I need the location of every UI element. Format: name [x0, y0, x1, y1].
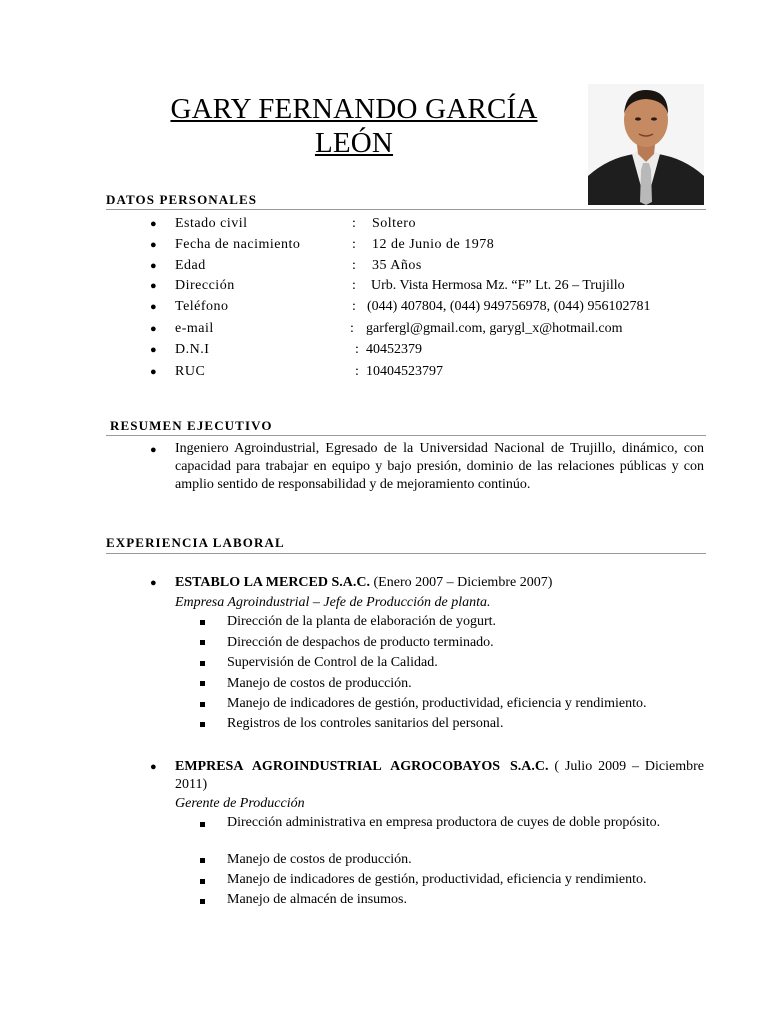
- task-item: Manejo de indicadores de gestión, productividad, eficiencia y rendimiento.: [227, 696, 647, 711]
- separator: :: [355, 364, 359, 379]
- square-bullet-icon: [200, 661, 205, 666]
- field-label: Teléfono: [175, 299, 229, 314]
- field-value: (044) 407804, (044) 949756978, (044) 956102781: [367, 299, 651, 314]
- bullet-icon: ●: [150, 577, 157, 589]
- field-value: Urb. Vista Hermosa Mz. “F” Lt. 26 – Trujillo: [371, 278, 625, 293]
- candidate-name-line2: LEÓN: [314, 127, 394, 159]
- task-item: Manejo de costos de producción.: [227, 852, 412, 867]
- task-item: Manejo de indicadores de gestión, productividad, eficiencia y rendimiento.: [227, 872, 647, 887]
- section-divider: [106, 209, 706, 210]
- job-period: (Enero 2007 – Diciembre 2007): [373, 575, 553, 590]
- separator: :: [350, 321, 354, 336]
- bullet-icon: ●: [150, 260, 157, 272]
- bullet-icon: ●: [150, 323, 157, 335]
- section-title-personal: DATOS PERSONALES: [106, 192, 258, 207]
- separator: :: [355, 342, 359, 357]
- separator: :: [352, 299, 356, 314]
- bullet-icon: ●: [150, 218, 157, 230]
- square-bullet-icon: [200, 858, 205, 863]
- field-label: Edad: [175, 258, 206, 273]
- bullet-icon: ●: [150, 344, 157, 356]
- field-label: RUC: [175, 364, 206, 379]
- bullet-icon: ●: [150, 761, 157, 773]
- task-item: Dirección de despachos de producto terminado.: [227, 635, 494, 650]
- square-bullet-icon: [200, 879, 205, 884]
- section-divider: [106, 435, 706, 436]
- field-label: D.N.I: [175, 342, 210, 357]
- separator: :: [352, 237, 356, 252]
- section-title-summary: RESUMEN EJECUTIVO: [110, 418, 273, 433]
- field-label: Dirección: [175, 278, 235, 293]
- square-bullet-icon: [200, 702, 205, 707]
- field-label: Estado civil: [175, 216, 248, 231]
- separator: :: [352, 278, 356, 293]
- task-item: Supervisión de Control de la Calidad.: [227, 655, 438, 670]
- task-item: Manejo de costos de producción.: [227, 676, 412, 691]
- separator: :: [352, 216, 356, 231]
- section-title-experience: EXPERIENCIA LABORAL: [106, 535, 285, 550]
- field-value: 40452379: [366, 342, 422, 357]
- field-label: Fecha de nacimiento: [175, 237, 301, 252]
- job-heading: [175, 574, 552, 592]
- field-value: 10404523797: [366, 364, 443, 379]
- square-bullet-icon: [200, 620, 205, 625]
- job-role: Gerente de Producción: [175, 796, 305, 811]
- field-value: Soltero: [372, 216, 416, 231]
- field-label: e-mail: [175, 321, 214, 336]
- task-item: Manejo de almacén de insumos.: [227, 892, 408, 907]
- field-value: 35 Años: [372, 258, 422, 273]
- square-bullet-icon: [200, 822, 205, 827]
- field-value: garfergl@gmail.com, garygl_x@hotmail.com: [366, 321, 623, 336]
- square-bullet-icon: [200, 681, 205, 686]
- section-divider: [106, 553, 706, 554]
- task-item: Dirección administrativa en empresa productora de cuyes de doble propósito.: [227, 815, 661, 830]
- separator: :: [352, 258, 356, 273]
- bullet-icon: ●: [150, 301, 157, 313]
- bullet-icon: ●: [150, 444, 157, 456]
- candidate-name-line1: GARY FERNANDO GARCÍA: [170, 93, 538, 125]
- task-item: Registros de los controles sanitarios del personal.: [227, 716, 504, 731]
- bullet-icon: ●: [150, 366, 157, 378]
- job-period: ( Julio 2009 – Diciembre 2011): [175, 759, 705, 792]
- square-bullet-icon: [200, 640, 205, 645]
- bullet-icon: ●: [150, 280, 157, 292]
- field-value: 12 de Junio de 1978: [372, 237, 495, 252]
- task-item: Dirección de la planta de elaboración de yogurt.: [227, 614, 496, 629]
- company-name: EMPRESA AGROINDUSTRIAL AGROCOBAYOS S.A.C.: [175, 759, 549, 774]
- company-name: ESTABLO LA MERCED S.A.C.: [175, 575, 371, 590]
- profile-photo: [588, 84, 704, 205]
- summary-text: Ingeniero Agroindustrial, Egresado de la Universidad Nacional de Trujillo, dinámico, con capacidad para trabajar en equipo y bajo presión, dominio de las relaciones públicas y con amplio sentido de responsabilidad y de mejoramiento continúo.: [175, 441, 704, 492]
- candidate-name: [140, 92, 568, 160]
- square-bullet-icon: [200, 899, 205, 904]
- bullet-icon: ●: [150, 239, 157, 251]
- job-heading: [175, 758, 704, 794]
- square-bullet-icon: [200, 722, 205, 727]
- job-role: Empresa Agroindustrial – Jefe de Producción de planta.: [175, 595, 491, 610]
